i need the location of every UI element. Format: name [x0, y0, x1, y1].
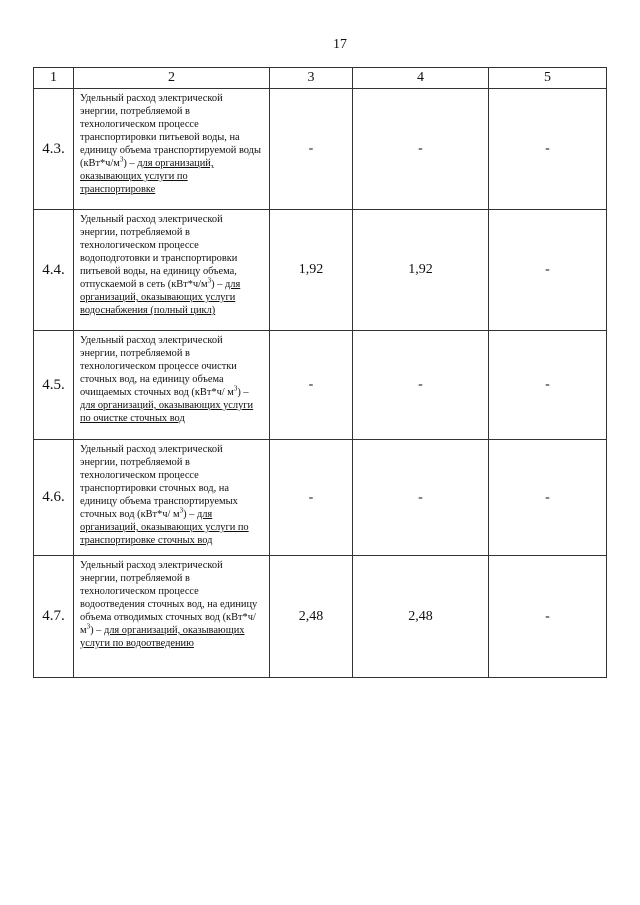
value-col-4: 1,92	[353, 210, 489, 331]
description-text: Удельный расход электрической энергии, потребляемой в технологическом процессе транспортировки питьевой воды, на единицу объема транспортируемой воды (кВт*ч/м	[80, 93, 261, 169]
value-col-3: -	[270, 89, 353, 210]
description-tail: ) –	[183, 509, 197, 520]
value-col-5: -	[489, 556, 607, 678]
value-col-4: 2,48	[353, 556, 489, 678]
value-col-5: -	[489, 89, 607, 210]
row-description	[74, 556, 270, 678]
table-row	[34, 331, 607, 440]
description-text: Удельный расход электрической энергии, потребляемой в технологическом процессе водоотведения сточных вод, на единицу объема отводимых сточных вод (кВт*ч/ м	[80, 560, 258, 636]
row-number: 4.6.	[34, 440, 74, 556]
superscript: 3	[86, 622, 91, 631]
table-row	[34, 210, 607, 331]
value-col-4: -	[353, 331, 489, 440]
header-cell-4: 4	[353, 68, 489, 89]
superscript: 3	[207, 276, 212, 285]
value-col-3: 1,92	[270, 210, 353, 331]
row-number: 4.3.	[34, 89, 74, 210]
header-cell-1: 1	[34, 68, 74, 89]
value-col-3: -	[270, 440, 353, 556]
value-col-4: -	[353, 89, 489, 210]
value-col-5: -	[489, 210, 607, 331]
table-row	[34, 556, 607, 678]
table-row	[34, 440, 607, 556]
description-tail: ) –	[123, 158, 138, 169]
row-description	[74, 440, 270, 556]
row-description	[74, 89, 270, 210]
page-number: 17	[333, 37, 347, 52]
row-number: 4.5.	[34, 331, 74, 440]
superscript: 3	[119, 155, 124, 164]
description-underlined: для организаций, оказывающих услуги по транспортировке сточных вод	[80, 509, 249, 546]
table-row	[34, 89, 607, 210]
row-number: 4.4.	[34, 210, 74, 331]
description-underlined: для организаций, оказывающих услуги по транспортировке	[80, 158, 214, 195]
description-tail: ) –	[211, 279, 225, 290]
description-tail: ) –	[90, 625, 104, 636]
superscript: 3	[233, 384, 238, 393]
value-col-3: 2,48	[270, 556, 353, 678]
indicator-table	[33, 67, 607, 678]
superscript: 3	[179, 506, 184, 515]
header-cell-5: 5	[489, 68, 607, 89]
description-text: Удельный расход электрической энергии, потребляемой в технологическом процессе очистки сточных вод, на единицу объема очищаемых сточных вод (кВт*ч/ м	[80, 335, 237, 398]
row-description	[74, 210, 270, 331]
description-underlined: для организаций, оказывающих услуги по очистке сточных вод	[80, 400, 254, 424]
header-cell-2: 2	[74, 68, 270, 89]
value-col-3: -	[270, 331, 353, 440]
description-text: Удельный расход электрической энергии, потребляемой в технологическом процессе транспортировки сточных вод, на единицу объема транспортируемых сточных вод (кВт*ч/ м	[80, 444, 238, 520]
row-description	[74, 331, 270, 440]
row-number: 4.7.	[34, 556, 74, 678]
description-underlined: для организаций, оказывающих услуги по водоотведению	[80, 625, 245, 649]
header-cell-3: 3	[270, 68, 353, 89]
table-header-row	[34, 68, 607, 89]
value-col-4: -	[353, 440, 489, 556]
description-text: Удельный расход электрической энергии, потребляемой в технологическом процессе водоподготовки и транспортировки питьевой воды, на единицу объема, отпускаемой в сеть (кВт*ч/м	[80, 214, 238, 290]
value-col-5: -	[489, 331, 607, 440]
value-col-5: -	[489, 440, 607, 556]
description-underlined: для организаций, оказывающих услуги водоснабжения (полный цикл)	[80, 279, 241, 316]
description-tail: ) –	[237, 387, 249, 398]
